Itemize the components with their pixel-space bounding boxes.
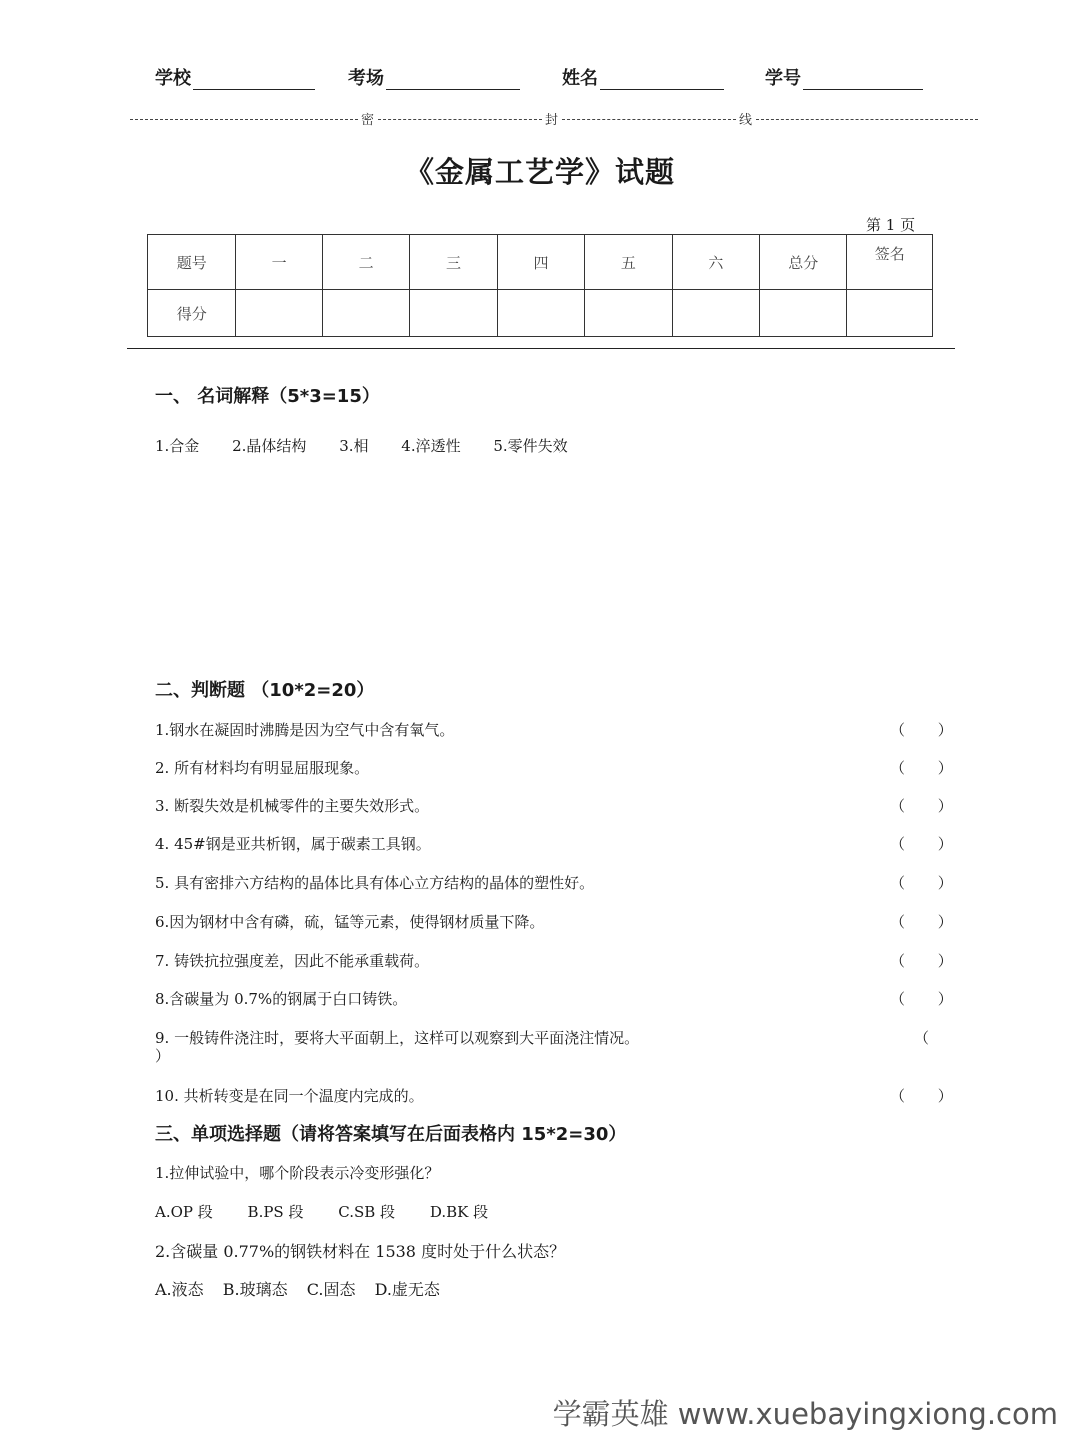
table-cell: 二 bbox=[322, 235, 409, 290]
table-cell: 一 bbox=[236, 235, 322, 290]
seal-dash bbox=[378, 119, 542, 120]
room-blank[interactable] bbox=[386, 71, 520, 90]
tf-question: 1.钢水在凝固时沸腾是因为空气中含有氧气。 bbox=[155, 721, 455, 739]
school-label: 学校 bbox=[155, 68, 191, 89]
seal-dash bbox=[130, 119, 358, 120]
table-cell: 五 bbox=[585, 235, 672, 290]
answer-paren-open[interactable]: （ bbox=[914, 1029, 930, 1047]
option-c[interactable]: C.SB 段 bbox=[338, 1203, 396, 1221]
answer-paren[interactable]: （ ） bbox=[890, 835, 967, 853]
answer-paren[interactable]: （ ） bbox=[890, 797, 967, 815]
option-a[interactable]: A.液态 bbox=[155, 1280, 204, 1299]
tf-question: 10. 共析转变是在同一个温度内完成的。 bbox=[155, 1087, 424, 1105]
table-row bbox=[148, 235, 933, 290]
name-blank[interactable] bbox=[600, 71, 724, 90]
seal-dash bbox=[562, 119, 736, 120]
option-a[interactable]: A.OP 段 bbox=[155, 1203, 213, 1221]
option-c[interactable]: C.固态 bbox=[306, 1280, 356, 1299]
table-cell: 总分 bbox=[760, 235, 847, 290]
score-input-cell[interactable] bbox=[322, 290, 409, 337]
section1-heading: 一、 名词解释（5*3=15） bbox=[155, 386, 380, 407]
exam-title: 《金属工艺学》试题 bbox=[404, 155, 675, 189]
score-table bbox=[147, 234, 933, 337]
option-b[interactable]: B.玻璃态 bbox=[222, 1280, 288, 1299]
answer-paren[interactable]: （ ） bbox=[890, 1087, 967, 1105]
score-input-cell[interactable] bbox=[672, 290, 759, 337]
seal-char-feng: 封 bbox=[544, 109, 559, 128]
score-input-cell[interactable] bbox=[410, 290, 497, 337]
mc-options bbox=[155, 1201, 518, 1222]
tf-question: 9. 一般铸件浇注时，要将大平面朝上，这样可以观察到大平面浇注情况。 bbox=[155, 1029, 640, 1047]
answer-paren[interactable]: （ ） bbox=[890, 913, 967, 931]
seal-char-mi: 密 bbox=[360, 109, 375, 128]
list-item: 3.相 bbox=[339, 437, 369, 455]
name-field[interactable] bbox=[562, 64, 724, 90]
option-d[interactable]: D.虚无态 bbox=[374, 1280, 440, 1299]
student-id-label: 学号 bbox=[765, 68, 801, 89]
list-item: 5.零件失效 bbox=[493, 437, 568, 455]
tf-question: 8.含碳量为 0.7%的钢属于白口铸铁。 bbox=[155, 990, 408, 1008]
table-row bbox=[148, 290, 933, 337]
score-input-cell[interactable] bbox=[847, 290, 933, 337]
mc-question: 2.含碳量 0.77%的钢铁材料在 1538 度时处于什么状态？ bbox=[155, 1242, 566, 1261]
tf-question: 4. 45#钢是亚共析钢，属于碳素工具钢。 bbox=[155, 835, 431, 853]
seal-char-xian: 线 bbox=[738, 109, 753, 128]
score-input-cell[interactable] bbox=[760, 290, 847, 337]
list-item: 1.合金 bbox=[155, 437, 200, 455]
table-cell: 四 bbox=[497, 235, 584, 290]
score-input-cell[interactable] bbox=[236, 290, 322, 337]
room-label: 考场 bbox=[348, 68, 384, 89]
section2-heading: 二、判断题 （10*2=20） bbox=[155, 680, 375, 701]
answer-paren[interactable]: （ ） bbox=[890, 759, 967, 777]
table-cell: 六 bbox=[672, 235, 759, 290]
option-b[interactable]: B.PS 段 bbox=[247, 1203, 304, 1221]
mc-question: 1.拉伸试验中，哪个阶段表示冷变形强化？ bbox=[155, 1164, 440, 1182]
seal-dash bbox=[756, 119, 978, 120]
table-cell: 题号 bbox=[148, 235, 236, 290]
school-field[interactable] bbox=[155, 64, 315, 90]
tf-question: 7. 铸铁抗拉强度差，因此不能承重载荷。 bbox=[155, 952, 430, 970]
tf-question: 3. 断裂失效是机械零件的主要失效形式。 bbox=[155, 797, 430, 815]
table-cell: 三 bbox=[410, 235, 497, 290]
mc-options bbox=[155, 1277, 470, 1300]
seal-line bbox=[130, 109, 978, 129]
tf-question: 2. 所有材料均有明显屈服现象。 bbox=[155, 759, 370, 777]
list-item: 4.淬透性 bbox=[401, 437, 461, 455]
tf-question: 5. 具有密排六方结构的晶体比具有体心立方结构的晶体的塑性好。 bbox=[155, 874, 595, 892]
student-id-field[interactable] bbox=[765, 64, 923, 90]
option-d[interactable]: D.BK 段 bbox=[429, 1203, 489, 1221]
answer-paren[interactable]: （ ） bbox=[890, 990, 967, 1008]
school-blank[interactable] bbox=[193, 71, 315, 90]
term-list bbox=[155, 435, 596, 456]
page-number: 第 1 页 bbox=[866, 216, 916, 234]
table-cell: 得分 bbox=[148, 290, 236, 337]
room-field[interactable] bbox=[348, 64, 520, 90]
divider bbox=[127, 348, 955, 349]
score-input-cell[interactable] bbox=[585, 290, 672, 337]
name-label: 姓名 bbox=[562, 68, 598, 89]
answer-paren-close[interactable]: ） bbox=[155, 1047, 171, 1065]
list-item: 2.晶体结构 bbox=[232, 437, 307, 455]
watermark-footer: 学霸英雄 www.xuebayingxiong.com bbox=[552, 1397, 1058, 1431]
tf-question: 6.因为钢材中含有磷，硫，锰等元素，使得钢材质量下降。 bbox=[155, 913, 545, 931]
student-id-blank[interactable] bbox=[803, 71, 923, 90]
table-cell: 签名 bbox=[847, 235, 933, 290]
answer-paren[interactable]: （ ） bbox=[890, 874, 967, 892]
score-input-cell[interactable] bbox=[497, 290, 584, 337]
answer-paren[interactable]: （ ） bbox=[890, 952, 967, 970]
section3-heading: 三、单项选择题（请将答案填写在后面表格内 15*2=30） bbox=[155, 1124, 627, 1145]
answer-paren[interactable]: （ ） bbox=[890, 721, 967, 739]
